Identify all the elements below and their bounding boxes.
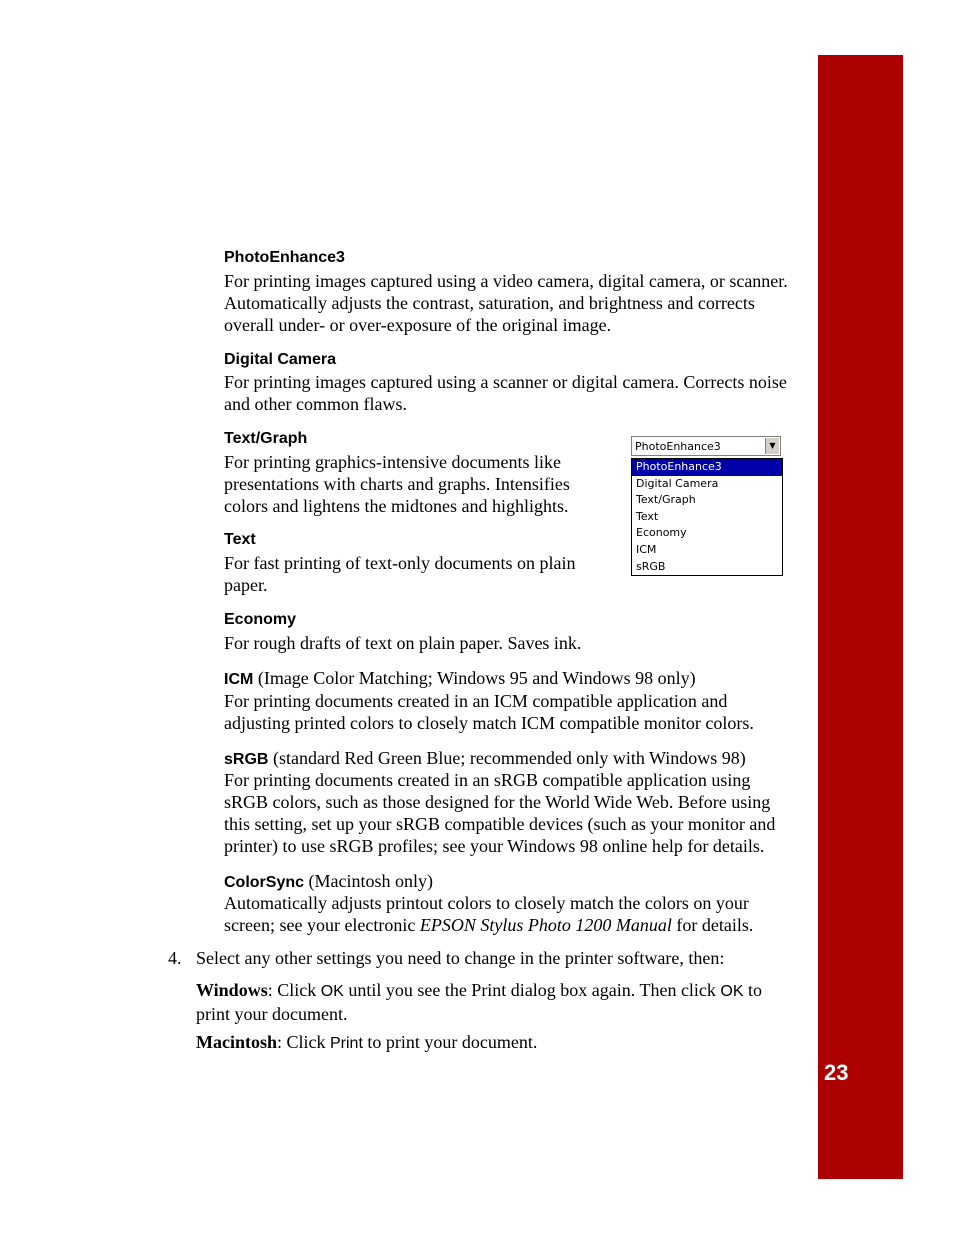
body-photoenhance3: For printing images captured using a video camera, digital camera, or scanner. Automatically adjusts the contrast, saturation, and brightness and corrects overall under- or over-exposure of the original image. bbox=[224, 271, 788, 335]
windows-label: Windows bbox=[196, 980, 268, 1000]
chevron-down-icon[interactable]: ▼ bbox=[765, 438, 779, 454]
note-colorsync: (Macintosh only) bbox=[304, 871, 433, 891]
dropdown-option[interactable]: Economy bbox=[636, 526, 687, 540]
dropdown-options-list[interactable] bbox=[631, 458, 783, 576]
windows-text-a: : Click bbox=[267, 980, 321, 1000]
body-colorsync-b: for details. bbox=[671, 915, 754, 935]
windows-text-c: to print your document. bbox=[196, 980, 763, 1024]
body-icm: For printing documents created in an ICM compatible application and adjusting printed colors to closely match ICM compatible monitor colors. bbox=[224, 691, 754, 733]
body-text: For fast printing of text-only documents on plain paper. bbox=[224, 553, 576, 595]
heading-line-colorsync bbox=[224, 870, 794, 894]
heading-economy: Economy bbox=[224, 611, 297, 628]
heading-srgb: sRGB bbox=[224, 751, 269, 768]
note-icm: (Image Color Matching; Windows 95 and Windows 98 only) bbox=[253, 668, 696, 688]
dropdown-option[interactable]: Text/Graph bbox=[636, 493, 696, 507]
dropdown-option[interactable]: Text bbox=[636, 509, 659, 523]
ok-button-ref: OK bbox=[320, 983, 344, 1000]
dropdown-option[interactable]: ICM bbox=[636, 542, 657, 556]
macintosh-label: Macintosh bbox=[196, 1032, 277, 1052]
heading-text: Text bbox=[224, 531, 256, 548]
heading-photoenhance3: PhotoEnhance3 bbox=[224, 249, 345, 266]
body-colorsync-a: Automatically adjusts printout colors to closely match the colors on your screen; see your electronic bbox=[224, 893, 749, 935]
body-colorsync bbox=[224, 892, 794, 936]
windows-text-b: until you see the Print dialog box again. Then click bbox=[343, 980, 721, 1000]
heading-colorsync: ColorSync bbox=[224, 874, 305, 891]
dropdown-selected-value: PhotoEnhance3 bbox=[635, 440, 721, 453]
heading-digital-camera: Digital Camera bbox=[224, 351, 337, 368]
color-mode-dropdown[interactable] bbox=[631, 436, 781, 456]
body-digital-camera: For printing images captured using a scanner or digital camera. Corrects noise and other common flaws. bbox=[224, 372, 787, 414]
step-number: 4. bbox=[168, 948, 182, 968]
print-button-ref: Print bbox=[330, 1035, 363, 1052]
note-srgb: (standard Red Green Blue; recommended only with Windows 98) bbox=[268, 748, 746, 768]
dropdown-option[interactable]: Digital Camera bbox=[636, 476, 719, 490]
ok-button-ref-2: OK bbox=[720, 983, 744, 1000]
macintosh-instruction bbox=[196, 1031, 786, 1055]
manual-title: EPSON Stylus Photo 1200 Manual bbox=[419, 915, 672, 935]
chapter-tab bbox=[818, 55, 903, 1179]
heading-text-graph: Text/Graph bbox=[224, 430, 308, 447]
body-text-graph: For printing graphics-intensive documents like presentations with charts and graphs. Intensifies colors and lightens the midtones and highlights. bbox=[224, 452, 570, 516]
macintosh-text-b: to print your document. bbox=[362, 1032, 538, 1052]
dropdown-option[interactable]: PhotoEnhance3 bbox=[632, 459, 782, 476]
heading-line-srgb bbox=[224, 747, 794, 771]
body-srgb: For printing documents created in an sRGB compatible application using sRGB colors, such as those designed for the World Wide Web. Before using this setting, set up your sRGB compatible devices (such as your monitor and printer) to use sRGB profiles; see your Windows 98 online help for details. bbox=[224, 770, 776, 856]
page-number: 23 bbox=[824, 1060, 849, 1085]
windows-instruction bbox=[196, 979, 786, 1025]
dropdown-option[interactable]: sRGB bbox=[636, 559, 666, 573]
heading-icm: ICM bbox=[224, 671, 254, 688]
body-economy: For rough drafts of text on plain paper. Saves ink. bbox=[224, 633, 582, 653]
macintosh-text-a: : Click bbox=[277, 1032, 330, 1052]
heading-line-icm bbox=[224, 667, 794, 691]
step-text: Select any other settings you need to change in the printer software, then: bbox=[196, 948, 725, 968]
